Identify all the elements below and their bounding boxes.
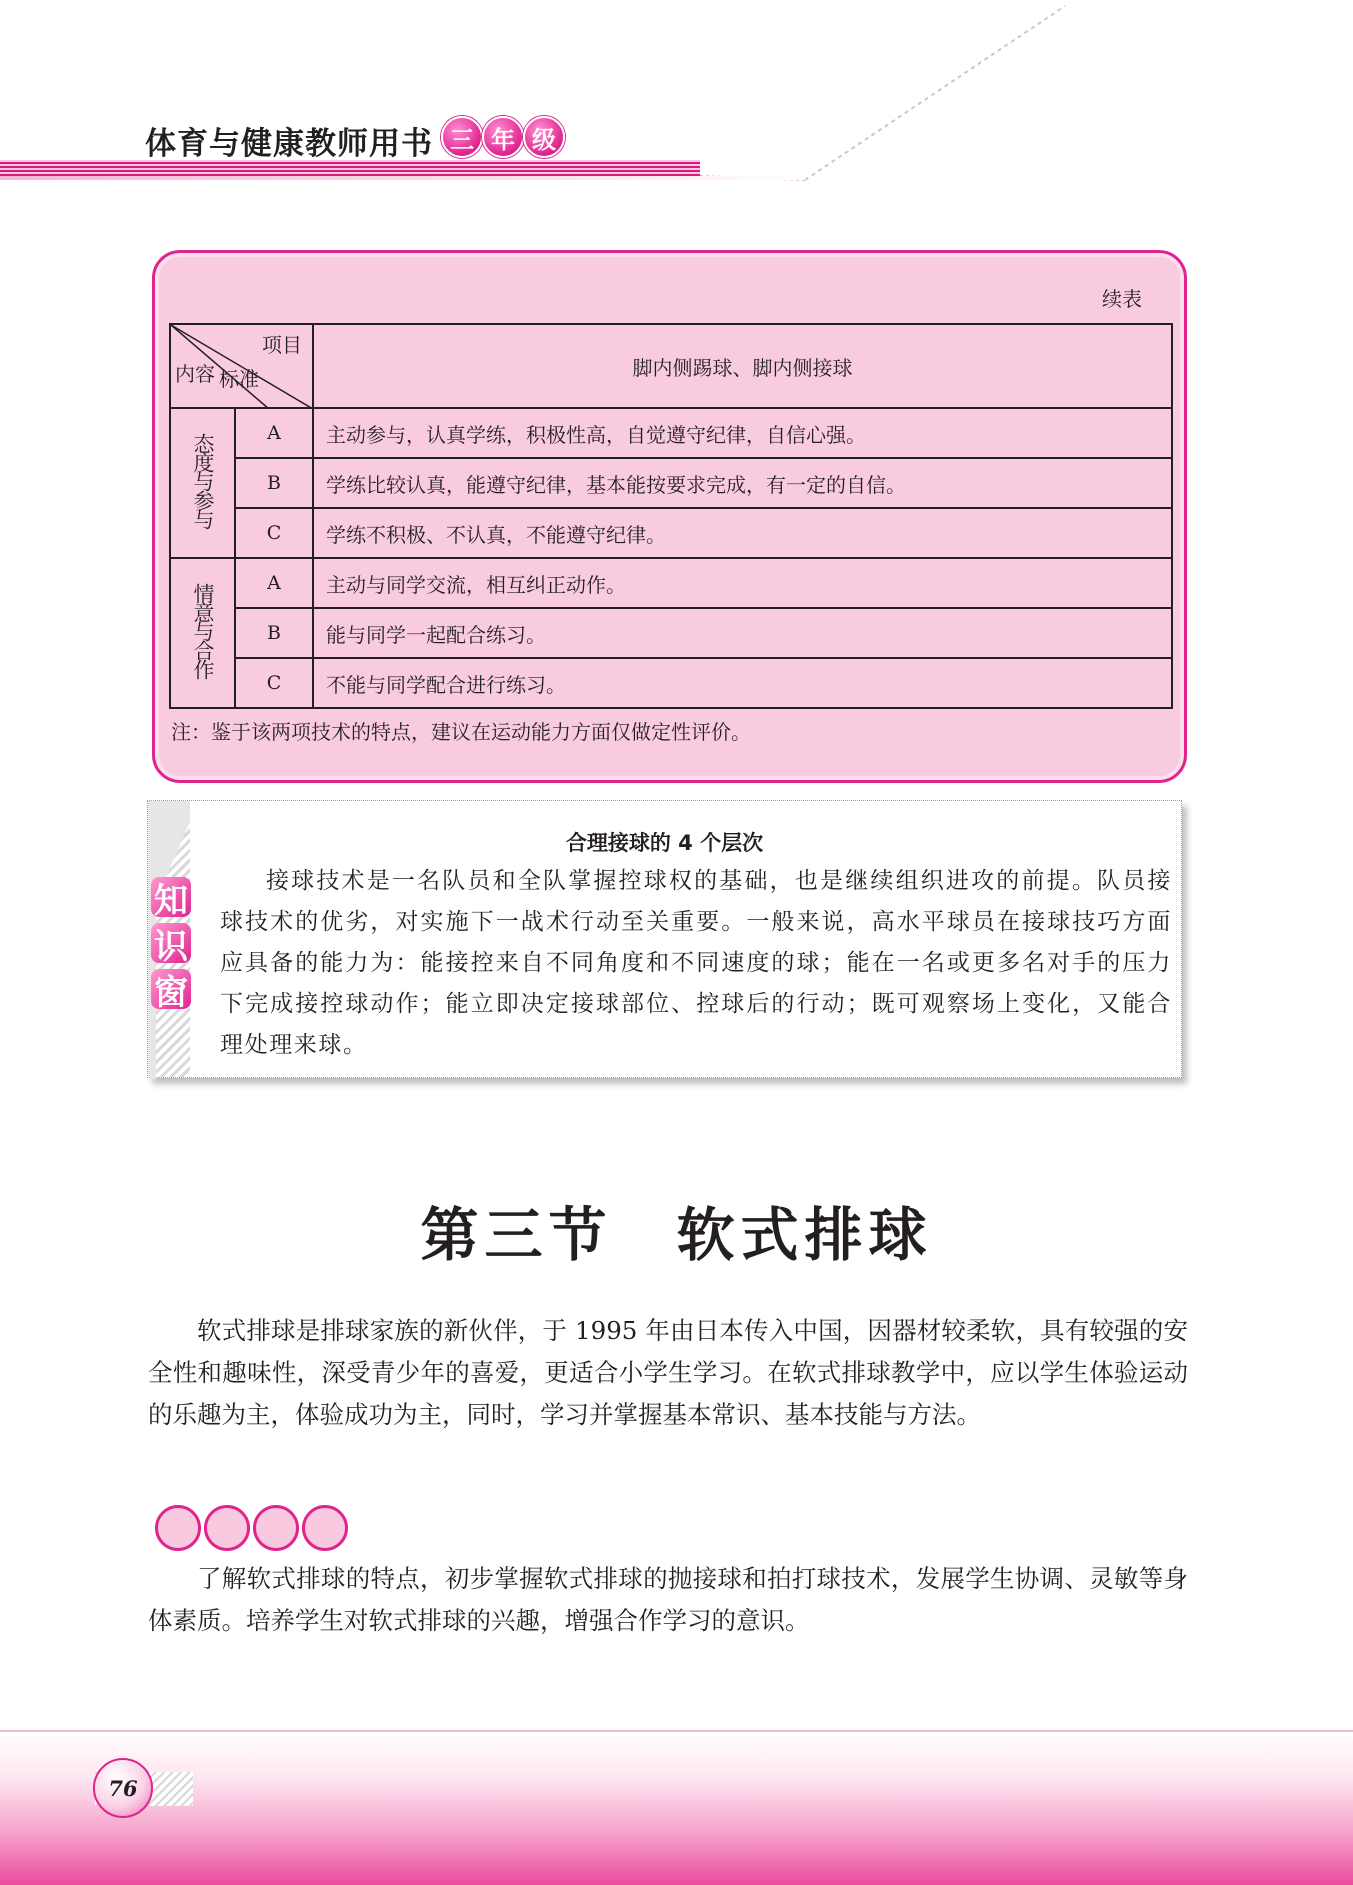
diagonal-corner-cell bbox=[170, 324, 313, 408]
description-cell: 学练比较认真，能遵守纪律，基本能按要求完成，有一定的自信。 bbox=[313, 458, 1172, 508]
table-header-row bbox=[170, 324, 1172, 408]
knowledge-body: 接球技术是一名队员和全队掌握控球权的基础，也是继续组织进攻的前提。队员接球技术的优劣，对实施下一战术行动至关重要。一般来说，高水平球员在接球技巧方面应具备的能力为：能接控来自不同角度和不同速度的球；能在一名或更多名对手的压力下完成接控球动作；能立即决定接球部位、控球后的行动；既可观察场上变化，又能合理处理来球。 bbox=[220, 868, 1172, 1058]
objective-bubble bbox=[302, 1505, 348, 1551]
objective-bubble bbox=[204, 1505, 250, 1551]
knowledge-label-char: 知 bbox=[151, 877, 191, 917]
category-label: 态度与参与 bbox=[191, 433, 215, 528]
knowledge-window bbox=[147, 800, 1182, 1078]
knowledge-title: 合理接球的 4 个层次 bbox=[565, 831, 764, 855]
evaluation-table bbox=[169, 323, 1173, 709]
description-cell: 不能与同学配合进行练习。 bbox=[313, 658, 1172, 708]
description-cell: 能与同学一起配合练习。 bbox=[313, 608, 1172, 658]
level-cell: B bbox=[235, 608, 313, 658]
grade-badge: 级 bbox=[523, 116, 565, 158]
knowledge-label-char: 窗 bbox=[151, 969, 191, 1009]
grade-badge: 三 bbox=[441, 116, 483, 158]
table-row bbox=[170, 408, 1172, 458]
header-band-fade bbox=[0, 176, 805, 180]
objective-bubble bbox=[253, 1505, 299, 1551]
category-cell bbox=[170, 558, 235, 708]
objective-paragraph: 了解软式排球的特点，初步掌握软式排球的抛接球和拍打球技术，发展学生协调、灵敏等身体素质。培养学生对软式排球的兴趣，增强合作学习的意识。 bbox=[148, 1564, 1188, 1635]
grade-badge: 年 bbox=[482, 116, 524, 158]
continued-label: 续表 bbox=[1102, 287, 1142, 311]
level-cell: C bbox=[235, 508, 313, 558]
corner-top-label: 项目 bbox=[262, 333, 302, 357]
corner-middle-label: 标准 bbox=[219, 367, 259, 391]
table-row bbox=[170, 508, 1172, 558]
level-cell: A bbox=[235, 408, 313, 458]
category-cell bbox=[170, 408, 235, 558]
corner-bottom-label: 内容 bbox=[175, 362, 215, 386]
page-number: 76 bbox=[93, 1758, 153, 1818]
level-cell: B bbox=[235, 458, 313, 508]
table-row bbox=[170, 658, 1172, 708]
description-cell: 主动与同学交流，相互纠正动作。 bbox=[313, 558, 1172, 608]
category-label: 情意与合作 bbox=[191, 583, 215, 678]
level-cell: A bbox=[235, 558, 313, 608]
evaluation-box bbox=[152, 250, 1187, 783]
description-cell: 学练不积极、不认真，不能遵守纪律。 bbox=[313, 508, 1172, 558]
book-title: 体育与健康教师用书 bbox=[145, 126, 433, 162]
knowledge-label-char: 识 bbox=[151, 923, 191, 963]
table-row bbox=[170, 458, 1172, 508]
table-note: 注：鉴于该两项技术的特点，建议在运动能力方面仅做定性评价。 bbox=[171, 720, 751, 744]
column-header: 脚内侧踢球、脚内侧接球 bbox=[313, 324, 1172, 408]
table-row bbox=[170, 558, 1172, 608]
table-row bbox=[170, 608, 1172, 658]
intro-paragraph: 软式排球是排球家族的新伙伴，于 1995 年由日本传入中国，因器材较柔软，具有较强的安全性和趣味性，深受青少年的喜爱，更适合小学生学习。在软式排球教学中，应以学生体验运动的乐趣为主，体验成功为主，同时，学习并掌握基本常识、基本技能与方法。 bbox=[148, 1316, 1188, 1429]
objective-bubbles bbox=[155, 1505, 351, 1551]
footer-band bbox=[0, 1732, 1353, 1885]
level-cell: C bbox=[235, 658, 313, 708]
section-title: 第三节 软式排球 bbox=[420, 1201, 933, 1269]
objective-bubble bbox=[155, 1505, 201, 1551]
description-cell: 主动参与，认真学练，积极性高，自觉遵守纪律，自信心强。 bbox=[313, 408, 1172, 458]
